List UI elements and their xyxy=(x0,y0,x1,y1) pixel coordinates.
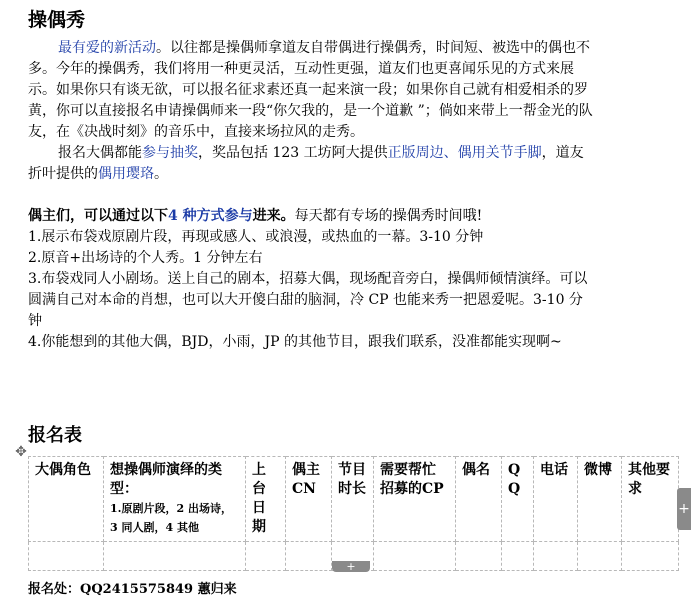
registration-table xyxy=(28,456,679,571)
header-cell-owner-cn[interactable] xyxy=(286,457,332,542)
header-cell-phone[interactable] xyxy=(534,457,578,542)
header-cell-other[interactable] xyxy=(622,457,679,542)
header-label: QQ xyxy=(508,462,521,497)
intro-paragraph-1 xyxy=(28,38,593,143)
header-cell-date[interactable] xyxy=(246,457,286,542)
header-label: 节目时长 xyxy=(338,462,366,497)
ways-lead-a: 偶主们，可以通过以下 xyxy=(28,208,168,224)
table-cell[interactable] xyxy=(29,542,104,571)
spacer xyxy=(28,185,593,206)
header-cell-role[interactable] xyxy=(29,457,104,542)
intro-text-2d: 。 xyxy=(154,166,168,182)
form-title: 报名表 xyxy=(28,425,82,446)
way-item-3: 3.布袋戏同人小剧场。送上自己的剧本，招募大偶，现场配音旁白，操偶师倾情演绎。可以圆满自己对本命的肖想，也可以大开傻白甜的脑洞，冷 CP 也能来秀一把恩爱呢。3-10 分钟 xyxy=(28,271,588,329)
header-label: 偶主CN xyxy=(292,462,320,497)
header-label: 需要帮忙招募的CP xyxy=(380,462,444,497)
signup-contact: 报名处：QQ2415575849 蕙归来 xyxy=(28,582,237,597)
add-row-button[interactable]: + xyxy=(332,561,370,572)
ways-lead-b: 进来。 xyxy=(252,208,295,224)
ways-lead-c: 每天都有专场的操偶秀时间哦! xyxy=(294,208,483,224)
way-item-2: 2.原音+出场诗的个人秀。1 分钟左右 xyxy=(28,250,263,266)
header-label: 微博 xyxy=(584,462,612,478)
tassel-link[interactable]: 偶用璎珞 xyxy=(98,166,154,182)
table-cell[interactable] xyxy=(286,542,332,571)
intro-text-2c: ，道友折叶提供的 xyxy=(28,145,584,182)
four-ways-link[interactable]: 4 种方式参与 xyxy=(168,208,253,224)
table-cell[interactable] xyxy=(374,542,456,571)
table-cell[interactable] xyxy=(456,542,502,571)
header-label: 偶名 xyxy=(462,462,490,478)
header-label: 其他要求 xyxy=(628,462,670,497)
header-label: 上台日期 xyxy=(252,462,266,535)
header-label: 电话 xyxy=(540,462,568,478)
header-label: 想操偶师演绎的类型： xyxy=(110,462,222,497)
header-label: 大偶角色 xyxy=(35,462,91,478)
header-cell-puppet-name[interactable] xyxy=(456,457,502,542)
intro-paragraph-2 xyxy=(28,143,593,185)
add-column-button[interactable]: + xyxy=(677,488,691,530)
table-header-row xyxy=(29,457,679,542)
header-cell-duration[interactable] xyxy=(332,457,374,542)
document-title: 操偶秀 xyxy=(28,9,86,31)
way-item-1: 1.展示布袋戏原剧片段，再现或感人、或浪漫，或热血的一幕。3-10 分钟 xyxy=(28,229,484,245)
header-cell-weibo[interactable] xyxy=(578,457,622,542)
lottery-link[interactable]: 参与抽奖 xyxy=(142,145,198,161)
table-move-handle-icon[interactable]: ✥ xyxy=(15,444,27,460)
header-cell-type[interactable] xyxy=(104,457,246,542)
table-cell[interactable] xyxy=(246,542,286,571)
ways-lead xyxy=(28,206,593,227)
merch-link[interactable]: 正版周边、偶用关节手脚 xyxy=(387,145,542,161)
intro-text-1: 。以往都是操偶师拿道友自带偶进行操偶秀，时间短、被选中的偶也不多。今年的操偶秀，我们将用一种更灵活，互动性更强，道友们也更喜闻乐见的方式来展示。如果你只有谈无欲，可以报名征求素还真一起来演一段；如果你自己就有相爱相杀的罗黄，你可以直接报名申请操偶师来一段“你欠我的，是一个道歉 ”；倘如来带上一帮金光的队友，在《决战时刻》的音乐中，直接来场拉风的走秀。 xyxy=(28,40,593,140)
table-cell[interactable] xyxy=(578,542,622,571)
table-cell[interactable] xyxy=(622,542,679,571)
intro-text-2b: ，奖品包括 123 工坊阿大提供 xyxy=(198,145,388,161)
way-item-4: 4.你能想到的其他大偶，BJD，小雨，JP 的其他节目，跟我们联系，没准都能实现啊~ xyxy=(28,334,562,350)
type-note: 1.原剧片段，2 出场诗，3 同人剧，4 其他 xyxy=(110,502,232,534)
table-cell[interactable] xyxy=(104,542,246,571)
intro-text-2a: 报名大偶都能 xyxy=(58,145,142,161)
new-activity-link[interactable]: 最有爱的新活动 xyxy=(58,40,156,56)
header-cell-cp[interactable] xyxy=(374,457,456,542)
table-cell[interactable] xyxy=(502,542,534,571)
header-cell-qq[interactable] xyxy=(502,457,534,542)
document-body xyxy=(28,8,593,353)
table-cell[interactable] xyxy=(534,542,578,571)
